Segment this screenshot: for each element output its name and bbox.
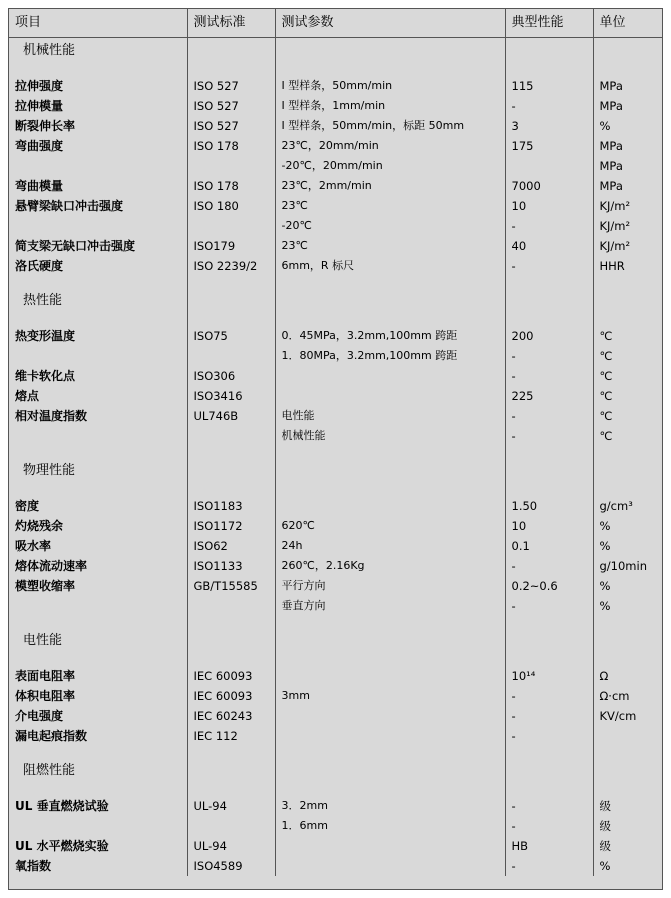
table-row	[9, 346, 662, 366]
row-standard	[187, 276, 275, 288]
row-label: UL 垂直燃烧试验	[15, 799, 109, 813]
row-parameter	[275, 386, 505, 406]
row-standard	[187, 64, 275, 76]
table-spacer-row	[9, 276, 662, 288]
table-row	[9, 596, 662, 616]
spec-table	[9, 9, 662, 876]
row-label	[9, 654, 187, 666]
table-row	[9, 426, 662, 446]
row-label: 机械性能	[23, 43, 76, 58]
row-label	[9, 346, 187, 366]
row-standard	[187, 784, 275, 796]
row-value: 10	[505, 516, 593, 536]
row-parameter	[275, 446, 505, 458]
row-value	[505, 458, 593, 484]
table-spacer-row	[9, 484, 662, 496]
row-value: 225	[505, 386, 593, 406]
row-parameter: 3mm	[275, 686, 505, 706]
row-unit	[593, 276, 662, 288]
row-unit	[593, 654, 662, 666]
row-unit	[593, 38, 662, 65]
table-row	[9, 836, 662, 856]
row-label: 电性能	[23, 633, 63, 648]
table-row	[9, 136, 662, 156]
row-standard	[187, 596, 275, 616]
row-value: -	[505, 256, 593, 276]
row-label	[9, 314, 187, 326]
row-unit: %	[593, 536, 662, 556]
row-parameter	[275, 64, 505, 76]
row-unit: MPa	[593, 96, 662, 116]
row-unit	[593, 628, 662, 654]
row-parameter: 机械性能	[275, 426, 505, 446]
table-row	[9, 726, 662, 746]
table-row	[9, 856, 662, 876]
row-parameter	[275, 726, 505, 746]
row-value: 10¹⁴	[505, 666, 593, 686]
row-standard	[187, 38, 275, 65]
table-row	[9, 116, 662, 136]
row-parameter: -20℃，20mm/min	[275, 156, 505, 176]
row-unit: ℃	[593, 346, 662, 366]
row-label: 阻燃性能	[23, 763, 76, 778]
table-row	[9, 556, 662, 576]
row-standard: ISO 527	[187, 76, 275, 96]
row-parameter	[275, 288, 505, 314]
row-label	[9, 596, 187, 616]
table-row	[9, 536, 662, 556]
row-unit	[593, 288, 662, 314]
row-unit: KJ/m²	[593, 216, 662, 236]
row-label: 密度	[15, 499, 40, 513]
row-unit: MPa	[593, 136, 662, 156]
row-value	[505, 276, 593, 288]
row-value	[505, 746, 593, 758]
row-parameter	[275, 616, 505, 628]
row-standard: ISO3416	[187, 386, 275, 406]
row-unit	[593, 746, 662, 758]
row-standard: ISO 527	[187, 96, 275, 116]
row-value: -	[505, 406, 593, 426]
table-spacer-row	[9, 784, 662, 796]
table-spacer-row	[9, 64, 662, 76]
row-standard: UL746B	[187, 406, 275, 426]
table-spacer-row	[9, 746, 662, 758]
row-unit: ℃	[593, 326, 662, 346]
row-parameter	[275, 628, 505, 654]
row-unit: HHR	[593, 256, 662, 276]
table-row	[9, 256, 662, 276]
row-unit	[593, 726, 662, 746]
row-value	[505, 628, 593, 654]
column-header: 单位	[593, 9, 662, 38]
table-row	[9, 576, 662, 596]
row-unit: KV/cm	[593, 706, 662, 726]
row-unit	[593, 458, 662, 484]
row-standard: ISO179	[187, 236, 275, 256]
row-value: -	[505, 346, 593, 366]
table-spacer-row	[9, 446, 662, 458]
row-value: 200	[505, 326, 593, 346]
row-label: 灼烧残余	[15, 519, 64, 533]
table-row	[9, 216, 662, 236]
row-standard: IEC 60093	[187, 686, 275, 706]
row-parameter: 垂直方向	[275, 596, 505, 616]
row-parameter	[275, 856, 505, 876]
row-standard: IEC 60093	[187, 666, 275, 686]
row-unit: ℃	[593, 406, 662, 426]
row-label: 表面电阻率	[15, 669, 76, 683]
table-group-row	[9, 458, 662, 484]
row-parameter: I 型样条，50mm/min，标距 50mm	[275, 116, 505, 136]
column-header: 典型性能	[505, 9, 593, 38]
table-row	[9, 496, 662, 516]
row-value	[505, 654, 593, 666]
row-standard	[187, 446, 275, 458]
row-standard	[187, 216, 275, 236]
row-value: 10	[505, 196, 593, 216]
row-standard: IEC 60243	[187, 706, 275, 726]
row-value: 175	[505, 136, 593, 156]
row-parameter: 6mm，R 标尺	[275, 256, 505, 276]
row-label	[9, 216, 187, 236]
row-parameter	[275, 38, 505, 65]
row-unit: %	[593, 516, 662, 536]
row-standard: ISO4589	[187, 856, 275, 876]
table-spacer-row	[9, 654, 662, 666]
row-value: HB	[505, 836, 593, 856]
row-value: 3	[505, 116, 593, 136]
row-parameter: 23℃，20mm/min	[275, 136, 505, 156]
table-row	[9, 156, 662, 176]
row-parameter: 260℃，2.16Kg	[275, 556, 505, 576]
table-row	[9, 176, 662, 196]
row-value: -	[505, 366, 593, 386]
row-value	[505, 64, 593, 76]
row-standard	[187, 654, 275, 666]
table-spacer-row	[9, 314, 662, 326]
table-row	[9, 366, 662, 386]
table-row	[9, 666, 662, 686]
row-parameter: 23℃	[275, 196, 505, 216]
table-group-row	[9, 628, 662, 654]
table-row	[9, 386, 662, 406]
row-label: 热性能	[23, 293, 63, 308]
row-label: 洛氏硬度	[15, 259, 64, 273]
row-standard: ISO 2239/2	[187, 256, 275, 276]
row-standard: ISO 180	[187, 196, 275, 216]
row-value: 7000	[505, 176, 593, 196]
row-standard: ISO1133	[187, 556, 275, 576]
row-label: 弯曲模量	[15, 179, 64, 193]
row-standard: IEC 112	[187, 726, 275, 746]
table-row	[9, 516, 662, 536]
row-standard: ISO62	[187, 536, 275, 556]
table-row	[9, 96, 662, 116]
row-standard: ISO 178	[187, 136, 275, 156]
row-parameter: I 型样条，50mm/min	[275, 76, 505, 96]
row-value: -	[505, 426, 593, 446]
row-standard: ISO1183	[187, 496, 275, 516]
row-label: 模塑收缩率	[15, 579, 76, 593]
row-parameter: -20℃	[275, 216, 505, 236]
row-standard: GB/T15585	[187, 576, 275, 596]
row-label	[9, 616, 187, 628]
table-row	[9, 816, 662, 836]
row-standard	[187, 484, 275, 496]
row-value	[505, 616, 593, 628]
row-label	[9, 784, 187, 796]
row-label: 弯曲强度	[15, 139, 64, 153]
row-unit	[593, 64, 662, 76]
row-label: 悬臂梁缺口冲击强度	[15, 199, 124, 213]
spec-table-container	[8, 8, 663, 890]
row-unit	[593, 758, 662, 784]
row-parameter: 23℃	[275, 236, 505, 256]
row-parameter: I 型样条，1mm/min	[275, 96, 505, 116]
row-label: 相对温度指数	[15, 409, 88, 423]
row-value	[505, 288, 593, 314]
row-unit: MPa	[593, 76, 662, 96]
row-parameter: 3．2mm	[275, 796, 505, 816]
row-unit	[593, 616, 662, 628]
row-unit: Ω	[593, 666, 662, 686]
row-parameter: 23℃，2mm/min	[275, 176, 505, 196]
row-label	[9, 816, 187, 836]
row-label: 维卡软化点	[15, 369, 76, 383]
row-parameter: 620℃	[275, 516, 505, 536]
row-standard: UL-94	[187, 836, 275, 856]
row-standard	[187, 816, 275, 836]
row-label: 拉伸模量	[15, 99, 64, 113]
table-row	[9, 196, 662, 216]
row-value: -	[505, 816, 593, 836]
row-value: -	[505, 726, 593, 746]
row-parameter	[275, 746, 505, 758]
row-parameter: 24h	[275, 536, 505, 556]
row-parameter: 平行方向	[275, 576, 505, 596]
row-label: 吸水率	[15, 539, 52, 553]
row-value: -	[505, 216, 593, 236]
row-parameter	[275, 276, 505, 288]
row-parameter: 电性能	[275, 406, 505, 426]
row-standard	[187, 314, 275, 326]
row-standard	[187, 288, 275, 314]
row-standard	[187, 346, 275, 366]
row-label: 熔体流动速率	[15, 559, 88, 573]
row-parameter	[275, 654, 505, 666]
row-label: 体积电阻率	[15, 689, 76, 703]
row-unit: 级	[593, 836, 662, 856]
table-row	[9, 76, 662, 96]
row-standard	[187, 628, 275, 654]
row-unit: ℃	[593, 386, 662, 406]
row-standard	[187, 746, 275, 758]
row-standard	[187, 458, 275, 484]
row-value: 40	[505, 236, 593, 256]
row-label: 断裂伸长率	[15, 119, 76, 133]
row-unit: %	[593, 596, 662, 616]
row-label	[9, 276, 187, 288]
row-label: 物理性能	[23, 463, 76, 478]
row-value: -	[505, 556, 593, 576]
table-group-row	[9, 758, 662, 784]
table-row	[9, 406, 662, 426]
table-group-row	[9, 288, 662, 314]
row-unit	[593, 484, 662, 496]
row-label: 介电强度	[15, 709, 64, 723]
row-parameter	[275, 758, 505, 784]
row-label	[9, 156, 187, 176]
row-value: 0.2~0.6	[505, 576, 593, 596]
row-standard: ISO306	[187, 366, 275, 386]
row-unit: MPa	[593, 176, 662, 196]
table-row	[9, 796, 662, 816]
row-unit: %	[593, 576, 662, 596]
row-value: -	[505, 596, 593, 616]
row-unit	[593, 446, 662, 458]
row-parameter: 1．80MPa，3.2mm,100mm 跨距	[275, 346, 505, 366]
row-standard: ISO 178	[187, 176, 275, 196]
row-value	[505, 314, 593, 326]
row-value: 115	[505, 76, 593, 96]
column-header: 测试标准	[187, 9, 275, 38]
row-unit	[593, 784, 662, 796]
spec-table-body	[9, 9, 662, 876]
row-value: -	[505, 706, 593, 726]
row-unit: %	[593, 856, 662, 876]
row-unit	[593, 314, 662, 326]
row-unit: Ω·cm	[593, 686, 662, 706]
row-unit: KJ/m²	[593, 196, 662, 216]
row-standard: UL-94	[187, 796, 275, 816]
table-spacer-row	[9, 616, 662, 628]
row-unit: g/10min	[593, 556, 662, 576]
row-value: -	[505, 96, 593, 116]
row-unit: 级	[593, 796, 662, 816]
row-label: 拉伸强度	[15, 79, 64, 93]
table-row	[9, 236, 662, 256]
row-label	[9, 746, 187, 758]
row-value	[505, 758, 593, 784]
row-label	[9, 64, 187, 76]
row-parameter	[275, 784, 505, 796]
row-standard	[187, 426, 275, 446]
row-parameter: 0．45MPa，3.2mm,100mm 跨距	[275, 326, 505, 346]
row-value	[505, 484, 593, 496]
row-unit: ℃	[593, 366, 662, 386]
row-value	[505, 156, 593, 176]
row-value: -	[505, 686, 593, 706]
column-header: 项目	[9, 9, 187, 38]
table-row	[9, 686, 662, 706]
row-parameter	[275, 314, 505, 326]
row-label: 热变形温度	[15, 329, 76, 343]
row-standard: ISO1172	[187, 516, 275, 536]
row-label: UL 水平燃烧实验	[15, 839, 109, 853]
row-label: 简支梁无缺口冲击强度	[15, 239, 136, 253]
row-value: -	[505, 796, 593, 816]
row-value: -	[505, 856, 593, 876]
row-standard: ISO 527	[187, 116, 275, 136]
row-value	[505, 38, 593, 65]
row-unit: g/cm³	[593, 496, 662, 516]
row-parameter	[275, 366, 505, 386]
row-unit: %	[593, 116, 662, 136]
row-parameter	[275, 706, 505, 726]
row-label	[9, 446, 187, 458]
row-label	[9, 484, 187, 496]
row-parameter	[275, 666, 505, 686]
row-unit: ℃	[593, 426, 662, 446]
row-standard	[187, 156, 275, 176]
row-value: 0.1	[505, 536, 593, 556]
table-header-row	[9, 9, 662, 38]
row-standard	[187, 616, 275, 628]
row-parameter	[275, 484, 505, 496]
table-row	[9, 326, 662, 346]
row-standard: ISO75	[187, 326, 275, 346]
row-unit: MPa	[593, 156, 662, 176]
row-value	[505, 784, 593, 796]
row-label: 氧指数	[15, 859, 52, 873]
row-unit: KJ/m²	[593, 236, 662, 256]
table-row	[9, 706, 662, 726]
row-unit: 级	[593, 816, 662, 836]
column-header: 测试参数	[275, 9, 505, 38]
row-parameter	[275, 458, 505, 484]
table-group-row	[9, 38, 662, 65]
row-parameter: 1．6mm	[275, 816, 505, 836]
row-standard	[187, 758, 275, 784]
row-value	[505, 446, 593, 458]
row-parameter	[275, 496, 505, 516]
row-value: 1.50	[505, 496, 593, 516]
row-label: 漏电起痕指数	[15, 729, 88, 743]
row-label	[9, 426, 187, 446]
row-label: 熔点	[15, 389, 40, 403]
row-parameter	[275, 836, 505, 856]
